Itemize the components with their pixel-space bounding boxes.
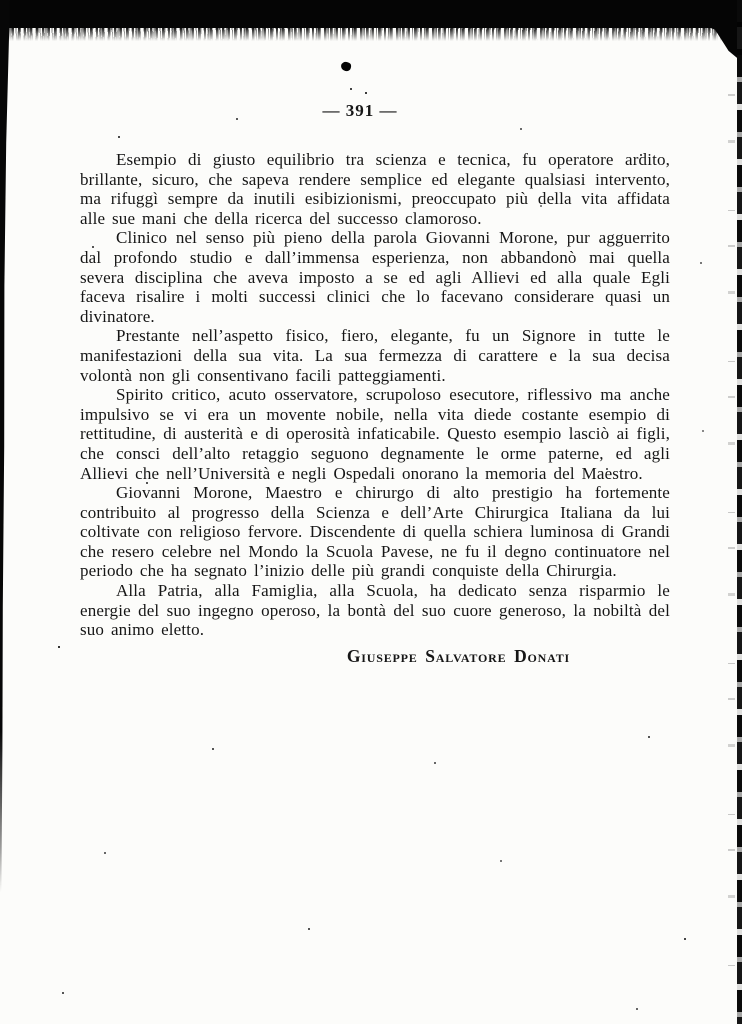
author-signature: Giuseppe Salvatore Donati (346, 645, 570, 666)
scan-artifact-right-strip (737, 0, 742, 1024)
scan-artifact-right-smudge (728, 60, 735, 990)
paragraph-3: Prestante nell’aspetto fisico, fiero, elegante, fu un Signore in tutte le manifestazioni della sua vita. La sua fermezza di carattere e la sua decisa volontà non gli consentivano facili patteggiamenti. (80, 326, 670, 385)
paragraph-4: Spirito critico, acuto osservatore, scrupoloso esecutore, riflessivo ma anche impulsivo se vi era un movente nobile, nella vita diede costante esempio di rettitudine, di austerità e di operosità infaticabile. Questo esempio lasciò ai figli, che consci dell’alto retaggio seguono degnamente le orme paterne, ed agli Allievi che nell’Università e negli Ospedali onorano la memoria del Maestro. (80, 385, 670, 483)
paragraph-6: Alla Patria, alla Famiglia, alla Scuola, ha dedicato senza risparmio le energie del suo ingegno operoso, la bontà del suo cuore generoso, la nobiltà del suo animo eletto. (80, 581, 670, 640)
scan-specks (0, 0, 2, 2)
text-block (80, 150, 670, 666)
page-number: — 391 — (322, 101, 398, 120)
paragraph-5: Giovanni Morone, Maestro e chirurgo di alto prestigio ha fortemente contribuito al progresso della Scienza e dell’Arte Chirurgica Italiana da lui coltivate con religioso fervore. Discendente di quella schiera luminosa di Grandi che resero celebre nel Mondo la Scuola Pavese, ne fu il degno continuatore nel periodo che ha segnato l’inizio delle più grandi conquiste della Chirurgia. (80, 483, 670, 581)
paragraph-2: Clinico nel senso più pieno della parola Giovanni Morone, pur agguerrito dal profondo studio e dall’immensa esperienza, non abbandonò mai quella severa disciplina che aveva imposto a se ed agli Allievi ed alla quale Egli faceva risalire i molti successi clinici che lo facevano considerare quasi un divinatore. (80, 228, 670, 326)
paragraph-1: Esempio di giusto equilibrio tra scienza e tecnica, fu operatore ardito, brillante, sicuro, che sapeva rendere semplice ed elegante qualsiasi intervento, ma rifuggì sempre da inutili esibizionismi, preoccupato più della vita affidata alle sue mani che della ricerca del successo clamoroso. (80, 150, 670, 228)
ink-spot (340, 61, 352, 72)
scan-artifact-left-strip (0, 0, 10, 892)
scan-artifact-top-band (0, 0, 742, 28)
